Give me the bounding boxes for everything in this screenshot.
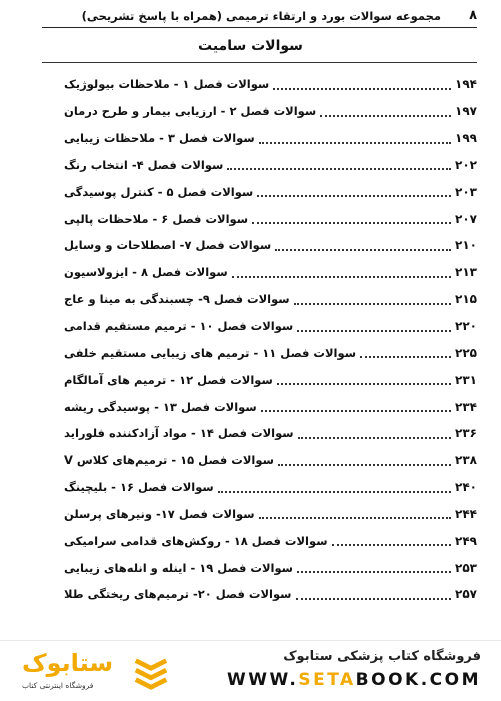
toc-entry	[64, 152, 477, 179]
toc-entry-title: سوالات فصل ۱۸ - روکش‌های قدامی سرامیکی	[64, 533, 328, 548]
toc-leader-dots	[294, 302, 451, 305]
toc-entry-title: سوالات فصل ۹- چسبندگی به مینا و عاج	[64, 292, 290, 307]
toc-leader-dots	[259, 141, 451, 144]
logo-wordmark: ستابوک	[22, 649, 114, 677]
url-accent: SETA	[298, 670, 356, 690]
section-rule	[42, 62, 477, 63]
toc-entry-page: ۲۳۶	[455, 426, 477, 441]
toc-entry	[64, 554, 477, 581]
toc-entry-page: ۲۲۰	[455, 319, 477, 334]
toc-leader-dots	[252, 221, 451, 224]
toc-leader-dots	[278, 463, 451, 466]
toc-entry	[64, 259, 477, 286]
toc-entry	[64, 501, 477, 528]
toc-entry	[64, 474, 477, 501]
toc-entry-page: ۲۰۲	[455, 157, 477, 172]
toc-entry-page: ۲۴۰	[455, 480, 477, 495]
store-url[interactable]	[227, 670, 481, 690]
toc-entry	[64, 420, 477, 447]
toc-entry	[64, 205, 477, 232]
toc-entry	[64, 447, 477, 474]
toc-entry	[64, 71, 477, 98]
store-logo[interactable]	[22, 649, 172, 695]
store-name: فروشگاه کتاب پزشکی ستابوک	[283, 649, 481, 664]
toc-leader-dots	[232, 275, 451, 278]
toc-entry-title: سوالات فصل ۴- انتخاب رنگ	[64, 157, 224, 172]
toc-entry-page: ۲۴۹	[455, 533, 477, 548]
header-rule	[42, 27, 477, 28]
toc-entry-page: ۲۰۷	[455, 211, 477, 226]
toc-entry-title: سوالات فصل ۷- اصطلاحات و وسایل	[64, 238, 272, 253]
toc-leader-dots	[297, 329, 451, 332]
toc-entry-page: ۲۵۳	[455, 560, 477, 575]
toc-leader-dots	[360, 355, 451, 358]
toc-entry-title: سوالات فصل ۱۳ - پوسیدگی ریشه	[64, 399, 257, 414]
toc-leader-dots	[277, 382, 451, 385]
toc-entry-page: ۲۳۱	[455, 372, 477, 387]
toc-entry	[64, 98, 477, 125]
toc-entry	[64, 286, 477, 313]
toc-leader-dots	[298, 436, 451, 439]
toc-entry-page: ۲۳۴	[455, 399, 477, 414]
toc-entry-title: سوالات فصل ۱ - ملاحظات بیولوژیک	[64, 77, 270, 92]
toc-entry-page: ۱۹۷	[455, 104, 477, 119]
store-brand	[227, 649, 481, 690]
toc-entry-title: سوالات فصل ۱۰ - ترمیم مستقیم قدامی	[64, 319, 294, 334]
toc-entry-title: سوالات فصل ۱۶ - بلیچینگ	[64, 480, 214, 495]
toc-entry-title: سوالات فصل ۱۱ - ترمیم های زیبایی مستقیم خلفی	[64, 345, 357, 360]
toc-leader-dots	[275, 248, 451, 251]
toc-entry-title: سوالات فصل ۸ - ایزولاسیون	[64, 265, 228, 280]
toc-entry-page: ۲۱۳	[455, 265, 477, 280]
page-number: ۸	[469, 8, 477, 23]
toc-entry-page: ۲۴۴	[455, 506, 477, 521]
toc-leader-dots	[296, 597, 452, 600]
toc-entry	[64, 366, 477, 393]
section-title: سوالات سامیت	[198, 38, 303, 54]
toc-entry-title: سوالات فصل ۱۹ - اینله و انله‌های زیبایی	[64, 560, 293, 575]
toc-entry-page: ۲۳۸	[455, 453, 477, 468]
toc-entry-title: سوالات فصل ۶ - ملاحظات پالپی	[64, 211, 249, 226]
url-suffix: BOOK.COM	[355, 670, 481, 690]
book-chevrons-icon	[132, 653, 170, 691]
toc-entry	[64, 393, 477, 420]
toc-entry-page: ۲۲۵	[455, 345, 477, 360]
store-footer	[0, 640, 501, 701]
toc-leader-dots	[218, 490, 451, 493]
toc-entry-page: ۲۰۳	[455, 184, 477, 199]
toc-entry-page: ۲۵۷	[455, 587, 477, 602]
toc-entry-page: ۲۱۵	[455, 292, 477, 307]
toc-leader-dots	[320, 114, 451, 117]
running-header	[42, 6, 477, 28]
toc-entry	[64, 581, 477, 608]
toc-entry-title: سوالات فصل ۱۵ - ترمیم‌های کلاس V	[64, 453, 274, 468]
toc-entry-title: سوالات فصل ۱۲ - ترمیم های آمالگام	[64, 372, 273, 387]
toc-leader-dots	[261, 409, 451, 412]
toc-entry	[64, 232, 477, 259]
toc-entry-page: ۲۱۰	[455, 238, 477, 253]
toc-entry-title: سوالات فصل ۲ - ارزیابی بیمار و طرح درمان	[64, 104, 317, 119]
toc-entry	[64, 178, 477, 205]
toc-leader-dots	[332, 543, 452, 546]
url-prefix: WWW.	[227, 670, 299, 690]
toc-entry	[64, 339, 477, 366]
table-of-contents	[64, 71, 477, 608]
toc-entry-title: سوالات فصل ۳ - ملاحظات زیبایی	[64, 131, 255, 146]
toc-entry-title: سوالات فصل ۵ - کنترل پوسیدگی	[64, 184, 254, 199]
toc-entry-page: ۱۹۴	[455, 77, 477, 92]
toc-entry-title: سوالات فصل ۱۴ - مواد آزادکننده فلوراید	[64, 426, 294, 441]
toc-entry	[64, 527, 477, 554]
toc-entry	[64, 125, 477, 152]
book-title: مجموعه سوالات بورد و ارتقاء ترمیمی (همراه با پاسخ تشریحی)	[81, 9, 441, 23]
toc-leader-dots	[227, 167, 451, 170]
toc-entry-title: سوالات فصل ۲۰- ترمیم‌های ریختگی طلا	[64, 587, 292, 602]
logo-tagline: فروشگاه اینترنتی کتاب	[22, 681, 94, 690]
toc-leader-dots	[297, 570, 451, 573]
toc-entry	[64, 313, 477, 340]
toc-entry-page: ۱۹۹	[455, 131, 477, 146]
toc-entry-title: سوالات فصل ۱۷- ونیرهای پرسلن	[64, 506, 255, 521]
toc-leader-dots	[259, 516, 451, 519]
toc-leader-dots	[273, 87, 451, 90]
toc-leader-dots	[257, 194, 451, 197]
